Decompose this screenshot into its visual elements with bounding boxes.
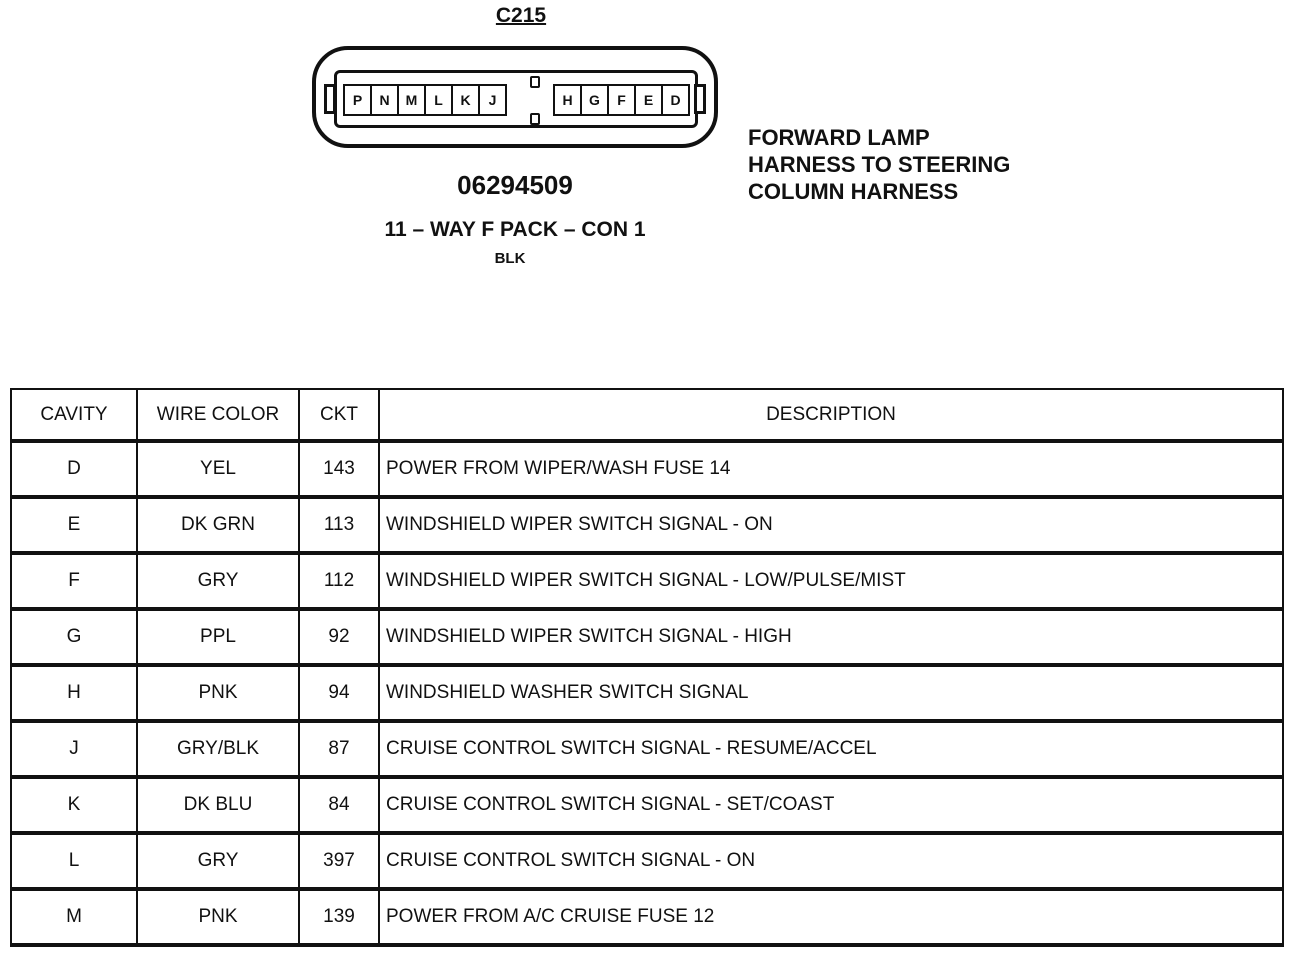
cell-wire-color: GRY [137, 553, 299, 609]
cell-cavity: J [11, 721, 137, 777]
connector-pin-m: M [397, 84, 426, 116]
connector-id: C215 [495, 4, 547, 27]
cell-wire-color: GRY/BLK [137, 721, 299, 777]
cell-cavity: L [11, 833, 137, 889]
table-row [11, 777, 1283, 833]
cell-ckt: 84 [299, 777, 379, 833]
cell-description: WINDSHIELD WASHER SWITCH SIGNAL [379, 665, 1283, 721]
pinout-table [10, 388, 1284, 947]
connector-pin-e: E [634, 84, 663, 116]
cell-ckt: 94 [299, 665, 379, 721]
connector-part-number: 06294509 [457, 170, 573, 200]
header-cavity: CAVITY [11, 389, 137, 441]
harness-description [748, 124, 1068, 205]
connector-latch-right [694, 84, 706, 114]
table-row [11, 721, 1283, 777]
connector-inner-frame [334, 70, 698, 128]
cell-cavity: G [11, 609, 137, 665]
connector-pin-f: F [607, 84, 636, 116]
connector-type: 11 – WAY F PACK – CON 1 [384, 218, 646, 241]
cell-ckt: 92 [299, 609, 379, 665]
connector-pin-g: G [580, 84, 609, 116]
connector-pin-l: L [424, 84, 453, 116]
cell-description: POWER FROM WIPER/WASH FUSE 14 [379, 441, 1283, 497]
cell-description: CRUISE CONTROL SWITCH SIGNAL - RESUME/ACCEL [379, 721, 1283, 777]
cell-wire-color: DK BLU [137, 777, 299, 833]
cell-cavity: H [11, 665, 137, 721]
harness-line-3: COLUMN HARNESS [748, 179, 959, 204]
cell-cavity: D [11, 441, 137, 497]
connector-key-bottom [530, 113, 540, 125]
connector-pin-n: N [370, 84, 399, 116]
cell-wire-color: DK GRN [137, 497, 299, 553]
cell-description: WINDSHIELD WIPER SWITCH SIGNAL - HIGH [379, 609, 1283, 665]
header-wire-color: WIRE COLOR [137, 389, 299, 441]
connector-pin-j: J [478, 84, 507, 116]
table-row [11, 665, 1283, 721]
table-row [11, 497, 1283, 553]
cell-ckt: 87 [299, 721, 379, 777]
cell-cavity: F [11, 553, 137, 609]
cell-wire-color: YEL [137, 441, 299, 497]
cell-wire-color: PNK [137, 889, 299, 945]
harness-line-2: HARNESS TO STEERING [748, 152, 1011, 177]
header-ckt: CKT [299, 389, 379, 441]
connector-key-top [530, 76, 540, 88]
table-row [11, 553, 1283, 609]
cell-ckt: 112 [299, 553, 379, 609]
cell-description: POWER FROM A/C CRUISE FUSE 12 [379, 889, 1283, 945]
pin-group-right [553, 84, 688, 116]
cell-ckt: 139 [299, 889, 379, 945]
pin-group-left [343, 84, 505, 116]
cell-cavity: M [11, 889, 137, 945]
cell-cavity: K [11, 777, 137, 833]
cell-ckt: 113 [299, 497, 379, 553]
table-header-row [11, 389, 1283, 441]
cell-description: WINDSHIELD WIPER SWITCH SIGNAL - ON [379, 497, 1283, 553]
cell-ckt: 397 [299, 833, 379, 889]
cell-wire-color: PPL [137, 609, 299, 665]
table-row [11, 441, 1283, 497]
cell-wire-color: PNK [137, 665, 299, 721]
cell-description: CRUISE CONTROL SWITCH SIGNAL - ON [379, 833, 1283, 889]
connector-face-diagram [312, 46, 718, 148]
harness-line-1: FORWARD LAMP [748, 125, 930, 150]
cell-ckt: 143 [299, 441, 379, 497]
table-row [11, 889, 1283, 945]
connector-pin-p: P [343, 84, 372, 116]
cell-description: CRUISE CONTROL SWITCH SIGNAL - SET/COAST [379, 777, 1283, 833]
connector-pin-d: D [661, 84, 690, 116]
table-row [11, 609, 1283, 665]
cell-description: WINDSHIELD WIPER SWITCH SIGNAL - LOW/PULSE/MIST [379, 553, 1283, 609]
cell-wire-color: GRY [137, 833, 299, 889]
connector-pin-k: K [451, 84, 480, 116]
table-row [11, 833, 1283, 889]
header-description: DESCRIPTION [379, 389, 1283, 441]
connector-pin-h: H [553, 84, 582, 116]
connector-color: BLK [494, 250, 526, 267]
cell-cavity: E [11, 497, 137, 553]
